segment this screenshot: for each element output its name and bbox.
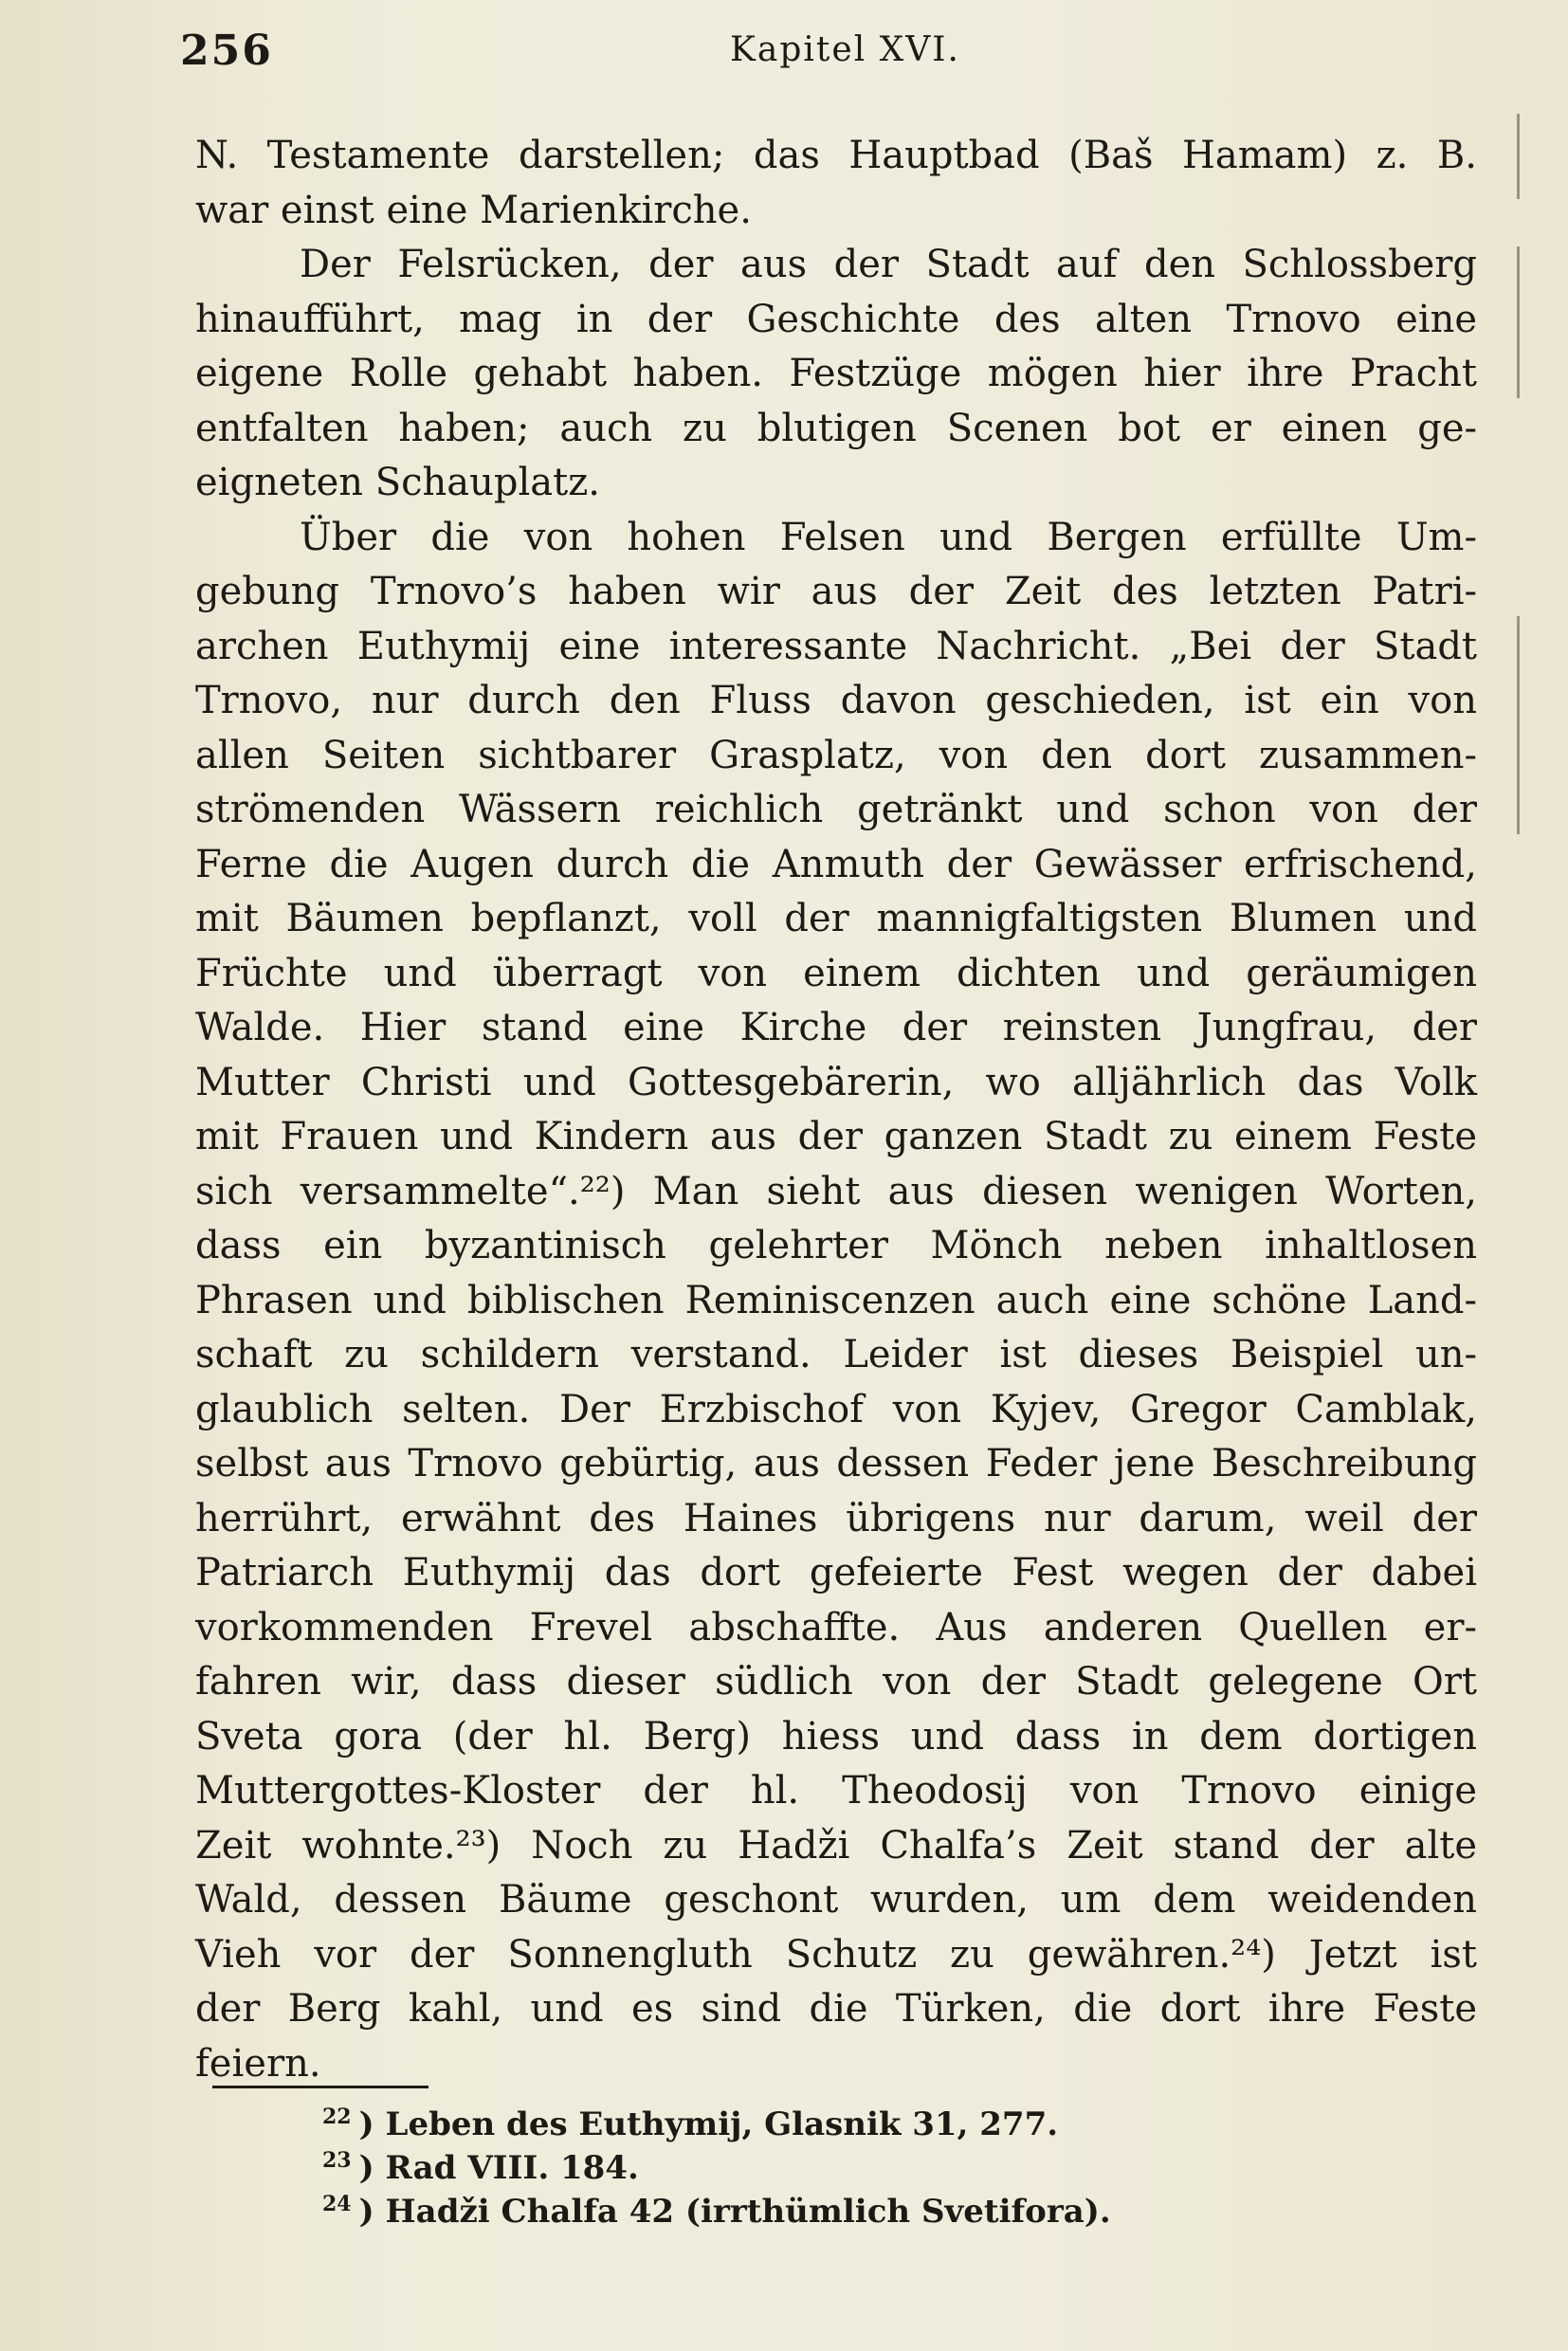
page-edge-mark [1517,246,1520,398]
text-line: entfalten haben; auch zu blutigen Scenen bot er einen ge- [195,406,1477,450]
text-line: dass ein byzantinisch gelehrter Mönch neben inhaltlosen [195,1224,1477,1267]
text-line: sich versammelte“.²²) Man sieht aus diesen wenigen Worten, [195,1169,1477,1213]
text-line: Zeit wohnte.²³) Noch zu Hadži Chalfa’s Zeit stand der alte [195,1823,1477,1868]
text-line: gebung Trnovo’s haben wir aus der Zeit des letzten Patri- [195,570,1477,613]
running-head [180,27,1469,83]
text-line: eigneten Schauplatz. [195,461,601,504]
footnotes [322,2095,1176,2231]
footnote-text: ) Leben des Euthymij, Glasnik 31, 277. [358,2105,1059,2143]
text-line: Patriarch Euthymij das dort gefeierte Fest wegen der dabei [195,1551,1477,1595]
footnote-text: ) Rad VIII. 184. [358,2149,639,2187]
body-text [195,129,1477,2091]
text-line: war einst eine Marienkirche. [195,188,752,232]
footnote-divider [212,2086,428,2088]
footnote-marker: 22 [322,2105,352,2129]
footnote [322,2095,1176,2143]
text-line: feiern. [195,2041,321,2086]
chapter-title: Kapitel XVI. [730,30,960,69]
text-line: Trnovo, nur durch den Fluss davon geschieden, ist ein von [195,679,1477,722]
text-line: Sveta gora (der hl. Berg) hiess und dass in dem dortigen [195,1714,1477,1759]
text-line: mit Bäumen bepflanzt, voll der mannigfaltigsten Blumen und [195,897,1477,940]
text-line: herrührt, erwähnt des Haines übrigens nur darum, weil der [195,1496,1477,1540]
text-line: glaublich selten. Der Erzbischof von Kyjev, Gregor Camblak, [195,1387,1477,1431]
text-line: Phrasen und biblischen Reminiscenzen auch eine schöne Land- [195,1278,1477,1322]
footnote-marker: 24 [322,2192,352,2216]
text-line: Über die von hohen Felsen und Bergen erfüllte Um- [300,515,1477,559]
page-edge-mark [1517,616,1520,834]
text-line: der Berg kahl, und es sind die Türken, die dort ihre Feste [195,1987,1477,2031]
text-line: allen Seiten sichtbarer Grasplatz, von den dort zusammen- [195,733,1477,777]
text-line: Der Felsrücken, der aus der Stadt auf den Schlossberg [300,243,1477,286]
footnote [322,2139,1176,2187]
page-number: 256 [180,27,273,75]
text-line: Ferne die Augen durch die Anmuth der Gewässer erfrischend, [195,842,1477,886]
text-line: N. Testamente darstellen; das Hauptbad (Baš Hamam) z. B. [195,134,1477,177]
text-line: archen Euthymij eine interessante Nachricht. „Bei der Stadt [195,624,1477,668]
text-line: Früchte und überragt von einem dichten und geräumigen [195,951,1477,995]
text-line: mit Frauen und Kindern aus der ganzen Stadt zu einem Feste [195,1115,1477,1158]
footnote-marker: 23 [322,2148,352,2173]
text-line: hinaufführt, mag in der Geschichte des alten Trnovo eine [195,297,1477,341]
text-line: eigene Rolle gehabt haben. Festzüge mögen hier ihre Pracht [195,352,1477,395]
text-line: Wald, dessen Bäume geschont wurden, um dem weidenden [195,1878,1477,1922]
text-line: Muttergottes-Kloster der hl. Theodosij von Trnovo einige [195,1769,1477,1813]
text-line: selbst aus Trnovo gebürtig, aus dessen Feder jene Beschreibung [195,1442,1477,1485]
text-line: vorkommenden Frevel abschaffte. Aus anderen Quellen er- [195,1605,1477,1649]
text-line: Walde. Hier stand eine Kirche der reinsten Jungfrau, der [195,1006,1477,1049]
footnote-text: ) Hadži Chalfa 42 (irrthümlich Svetifora). [358,2193,1111,2231]
footnote [322,2182,1176,2231]
text-line: Mutter Christi und Gottesgebärerin, wo alljährlich das Volk [195,1060,1477,1104]
text-line: fahren wir, dass dieser südlich von der Stadt gelegene Ort [195,1660,1477,1704]
page-edge-mark [1517,114,1520,199]
text-line: schaft zu schildern verstand. Leider ist dieses Beispiel un- [195,1333,1477,1376]
text-line: Vieh vor der Sonnengluth Schutz zu gewähren.²⁴) Jetzt ist [195,1932,1477,1977]
text-line: strömenden Wässern reichlich getränkt und schon von der [195,788,1477,831]
